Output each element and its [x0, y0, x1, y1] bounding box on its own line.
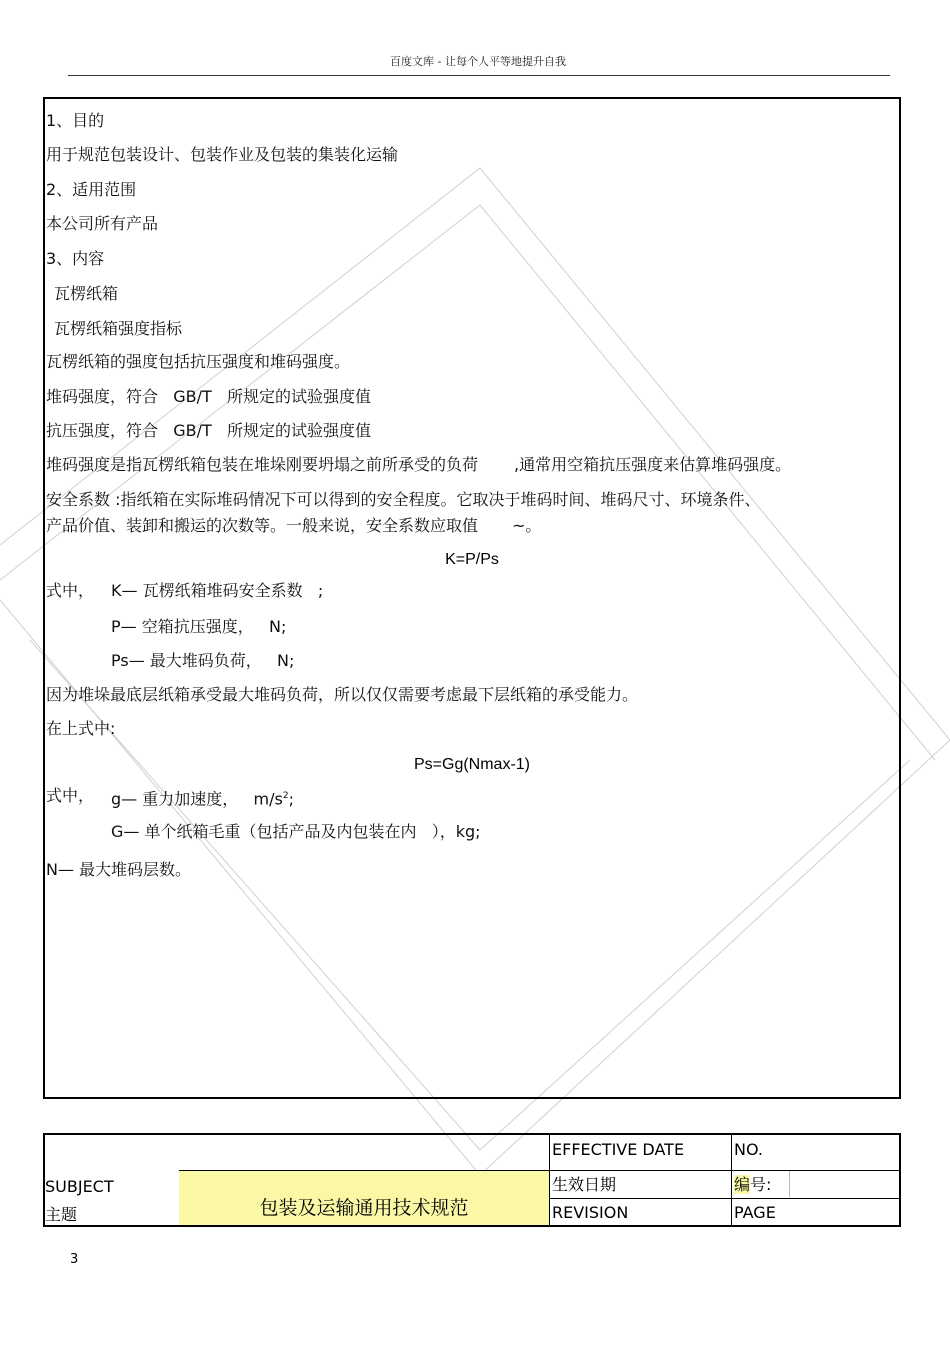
paragraph-part: 产品价值、装卸和搬运的次数等。一般来说，安全系数应取值 — [46, 516, 479, 535]
section-title: 1、目的 — [46, 111, 105, 130]
divider — [549, 1135, 550, 1225]
page-number: 3 — [70, 1252, 79, 1267]
paragraph: 因为堆垛最底层纸箱承受最大堆码负荷，所以仅仅需要考虑最下层纸箱的承受能力。 — [46, 685, 639, 704]
definition-text: g— 重力加速度， m/s — [111, 789, 283, 809]
number-label: NO. — [734, 1140, 763, 1159]
divider — [789, 1171, 790, 1197]
paragraph — [46, 516, 541, 536]
definition-prefix: 式中， — [46, 581, 95, 600]
header-rule — [68, 75, 890, 76]
paragraph: 在上式中: — [46, 719, 116, 738]
footer-table — [43, 1133, 901, 1227]
paragraph: 安全系数 :指纸箱在实际堆码情况下可以得到的安全程度。它取决于堆码时间、堆码尺寸、环境条件、 — [46, 490, 761, 509]
revision-label: REVISION — [552, 1203, 629, 1222]
definition: N— 最大堆码层数。 — [46, 860, 192, 879]
divider — [549, 1198, 899, 1199]
page-header: 百度文库 - 让每个人平等地提升自我 — [390, 55, 566, 68]
number-label-cn — [734, 1175, 771, 1195]
subsection-title: 瓦楞纸箱强度指标 — [54, 319, 183, 338]
paragraph: 本公司所有产品 — [46, 214, 159, 233]
paragraph: 瓦楞纸箱的强度包括抗压强度和堆码强度。 — [46, 352, 351, 371]
subsection-title: 瓦楞纸箱 — [54, 284, 119, 303]
definition-prefix: 式中， — [46, 786, 95, 805]
definition: P— 空箱抗压强度， N; — [111, 617, 287, 636]
definition: G— 单个纸箱毛重（包括产品及内包装在内 ），kg; — [111, 822, 481, 841]
page-label: PAGE — [734, 1203, 776, 1222]
effective-date-label: EFFECTIVE DATE — [552, 1140, 685, 1159]
formula: K=P/Ps — [445, 551, 499, 568]
divider — [731, 1135, 732, 1225]
paragraph: 用于规范包装设计、包装作业及包装的集装化运输 — [46, 145, 399, 164]
subject-title: 包装及运输通用技术规范 — [259, 1197, 469, 1219]
definition: Ps— 最大堆码负荷， N; — [111, 651, 295, 670]
paragraph — [46, 455, 791, 475]
section-title: 2、适用范围 — [46, 180, 137, 199]
paragraph: 抗压强度，符合 GB/T 所规定的试验强度值 — [46, 421, 372, 440]
subject-label-en: SUBJECT — [45, 1177, 114, 1196]
subject-label-cn: 主题 — [45, 1205, 78, 1224]
superscript: 2 — [282, 791, 289, 801]
formula: Ps=Gg(Nmax-1) — [413, 756, 531, 773]
effective-date-label-cn: 生效日期 — [552, 1175, 617, 1194]
definition-end: ; — [288, 789, 294, 809]
number-label-rest: 号: — [750, 1175, 772, 1194]
paragraph-part: 堆码强度是指瓦楞纸箱包装在堆垛刚要坍塌之前所承受的负荷 — [46, 455, 479, 474]
number-label-highlight: 编 — [734, 1175, 751, 1194]
section-title: 3、内容 — [46, 249, 105, 268]
paragraph: 堆码强度，符合 GB/T 所规定的试验强度值 — [46, 387, 372, 406]
definition — [111, 786, 294, 809]
definition: K— 瓦楞纸箱堆码安全系数 ; — [111, 581, 324, 600]
paragraph-part: ~。 — [512, 516, 542, 535]
paragraph-part: ,通常用空箱抗压强度来估算堆码强度。 — [514, 455, 792, 474]
divider — [179, 1170, 899, 1171]
